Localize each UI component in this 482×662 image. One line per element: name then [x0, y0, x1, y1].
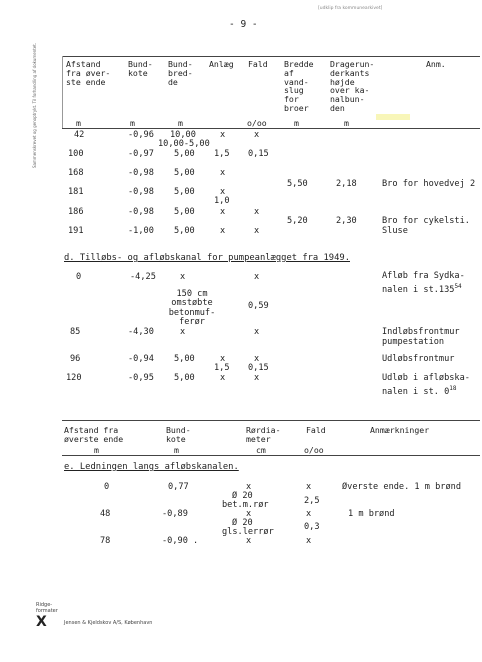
paper-stain	[376, 114, 410, 120]
th-bundkote: Bund- kote	[128, 59, 153, 78]
th-anlaeg: Anlæg	[209, 59, 234, 69]
side-note: Sammenskrevet og genoptrykt. Til forhandling af dokumentet.	[32, 42, 37, 168]
document-page: [udklip fra kommunearkivet] - 9 - Sammenskrevet og genoptrykt. Til forhandling af dokumentet. Afstand fra øver- ste ende Bund- kote Bund- bred- de Anlæg Fald Bredde af vand- slug for broer Dragerun- derkants højde over ka- nalbun- den Anm. m m m o/oo m m 42 -0,96 10,00 10,00-5,00 x x 100 -0,97 5,00 1,5 0,15 168 -0,98 5,00 x 181 -0,98 5,00 x 1,0 5,50 2,18 Bro for hovedvej 2 186 -0,98 5,00 x x 191 -1,00 5,00 x x 5,20 2,30 Bro for cykelsti. Sluse d. Tilløbs- og afløbskanal for pumpeanlægget fra 1949. 0 -4,25 x x Afløb fra Sydka- nalen i st.135$^{54}$ 150 cm omstøbte betonmuf- ferør 0,59 85 -4,30 x x Indløbsfrontmur pumpestation 96 -0,94 5,00 x 1,5 x 0,15 Udløbsfrontmur 120 -0,95 5,00 x x Udløb i afløbska- nalen i st. $0^{18}$ Afstand fra øverste ende Bund- kote Rørdia- meter Fald Anmærkninger m m cm o/oo e. Ledningen langs afløbskanalen. 0 0,77 x Ø 20 bet.m.rør x 2,5 Øverste ende. 1 m brønd 48 -0,89 x Ø 20 gls.lerrør x 0,3 1 m brønd 78 -0,90 . x x Ridge- formater X Jensen & Kjeldskov A/S, København	[0, 0, 482, 662]
th2-anm: Anmærkninger	[370, 425, 430, 435]
section-d-title: d. Tilløbs- og afløbskanal for pumpeanlægget fra 1949.	[64, 253, 350, 263]
table1-left-rule	[62, 56, 63, 128]
footer-label: Ridge- formater	[36, 602, 58, 614]
th2-afstand: Afstand fra øverste ende	[64, 425, 124, 444]
unit-drager: m	[344, 118, 349, 128]
th-bredde-vandslug: Bredde af vand- slug for broer	[284, 59, 314, 113]
x-mark: X	[36, 614, 47, 630]
section-e-title: e. Ledningen langs afløbskanalen.	[64, 462, 239, 472]
unit-bredde: m	[178, 118, 183, 128]
top-note: [udklip fra kommunearkivet]	[318, 6, 383, 11]
unit-fald: o/oo	[247, 118, 267, 128]
table2-top-rule	[62, 420, 480, 421]
th-bundbredde: Bund- bred- de	[168, 59, 193, 87]
unit-afstand: m	[76, 118, 81, 128]
th-fald: Fald	[248, 59, 268, 69]
page-number: - 9 -	[229, 19, 258, 30]
th-anm: Anm.	[426, 59, 446, 69]
th-dragerunderkant: Dragerun- derkants højde over ka- nalbun- den	[330, 59, 375, 113]
unit-vandslug: m	[294, 118, 299, 128]
th2-fald: Fald	[306, 425, 326, 435]
unit-kote: m	[130, 118, 135, 128]
table1-top-rule	[62, 56, 480, 57]
publisher-imprint: Jensen & Kjeldskov A/S, København	[64, 620, 153, 626]
th2-rordiameter: Rørdia- meter	[246, 425, 281, 444]
th-afstand: Afstand fra øver- ste ende	[66, 59, 111, 87]
table2-header-rule	[62, 455, 480, 456]
table1-header-rule	[62, 128, 480, 129]
th2-bundkote: Bund- kote	[166, 425, 191, 444]
